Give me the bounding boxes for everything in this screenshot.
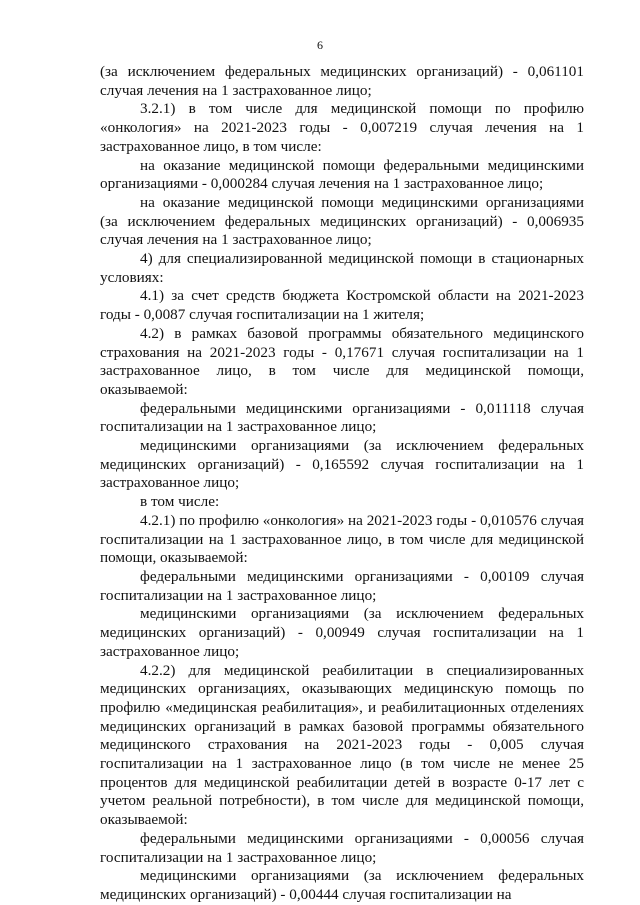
paragraph: 4.2) в рамках базовой программы обязательного медицинского страхования на 2021-2023 годы - 0,17671 случая госпитализации на 1 застрахованное лицо, в том числе для медицинской помощи, оказываемой: bbox=[100, 324, 584, 398]
paragraph: федеральными медицинскими организациями - 0,00109 случая госпитализации на 1 застрахованное лицо; bbox=[100, 567, 584, 604]
paragraph: на оказание медицинской помощи медицинскими организациями (за исключением федеральных медицинских организаций) - 0,006935 случая лечения на 1 застрахованное лицо; bbox=[100, 193, 584, 249]
paragraph: 4) для специализированной медицинской помощи в стационарных условиях: bbox=[100, 250, 584, 286]
paragraph: 4.1) за счет средств бюджета Костромской области на 2021-2023 годы - 0,0087 случая госпитализации на 1 жителя; bbox=[100, 287, 584, 324]
paragraph: на оказание медицинской помощи федеральными медицинскими организациями - 0,000284 случая лечения на 1 застрахованное лицо; bbox=[100, 156, 584, 193]
paragraph: медицинскими организациями (за исключением федеральных медицинских организаций) - 0,00444 случая госпитализации на bbox=[100, 867, 584, 903]
page-number: 6 bbox=[317, 38, 323, 52]
paragraph: 4.2.1) по профилю «онкология» на 2021-2023 годы - 0,010576 случая госпитализации на 1 застрахованное лицо, в том числе для медицинской помощи, оказываемой: bbox=[100, 511, 584, 567]
paragraph: медицинскими организациями (за исключением федеральных медицинских организаций) - 0,00949 случая госпитализации на 1 застрахованное лицо; bbox=[100, 605, 584, 660]
paragraph: (за исключением федеральных медицинских организаций) - 0,061101 случая лечения на 1 застрахованное лицо; bbox=[100, 63, 584, 99]
paragraph: в том числе: bbox=[140, 493, 220, 511]
paragraph: медицинскими организациями (за исключением федеральных медицинских организаций) - 0,165592 случая госпитализации на 1 застрахованное лицо; bbox=[100, 437, 584, 492]
paragraph: 4.2.2) для медицинской реабилитации в специализированных медицинских организациях, оказывающих медицинскую помощь по профилю «медицинская реабилитация», и реабилитационных отделениях медицинских организаций в рамках базовой программы обязательного медицинского страхования на 2021-2023 годы - 0,005 случая госпитализации на 1 застрахованное лицо (в том числе не менее 25 процентов для медицинской реабилитации детей в возрасте 0-17 лет с учетом реальной потребности), в том числе для медицинской помощи, оказываемой: bbox=[100, 661, 584, 829]
document-body bbox=[100, 63, 584, 905]
paragraph: федеральными медицинскими организациями - 0,00056 случая госпитализации на 1 застрахованное лицо; bbox=[100, 829, 584, 866]
paragraph: федеральными медицинскими организациями - 0,011118 случая госпитализации на 1 застрахованное лицо; bbox=[100, 399, 584, 436]
paragraph: 3.2.1) в том числе для медицинской помощи по профилю «онкология» на 2021-2023 годы - 0,007219 случая лечения на 1 застрахованное лицо, в том числе: bbox=[100, 100, 584, 155]
